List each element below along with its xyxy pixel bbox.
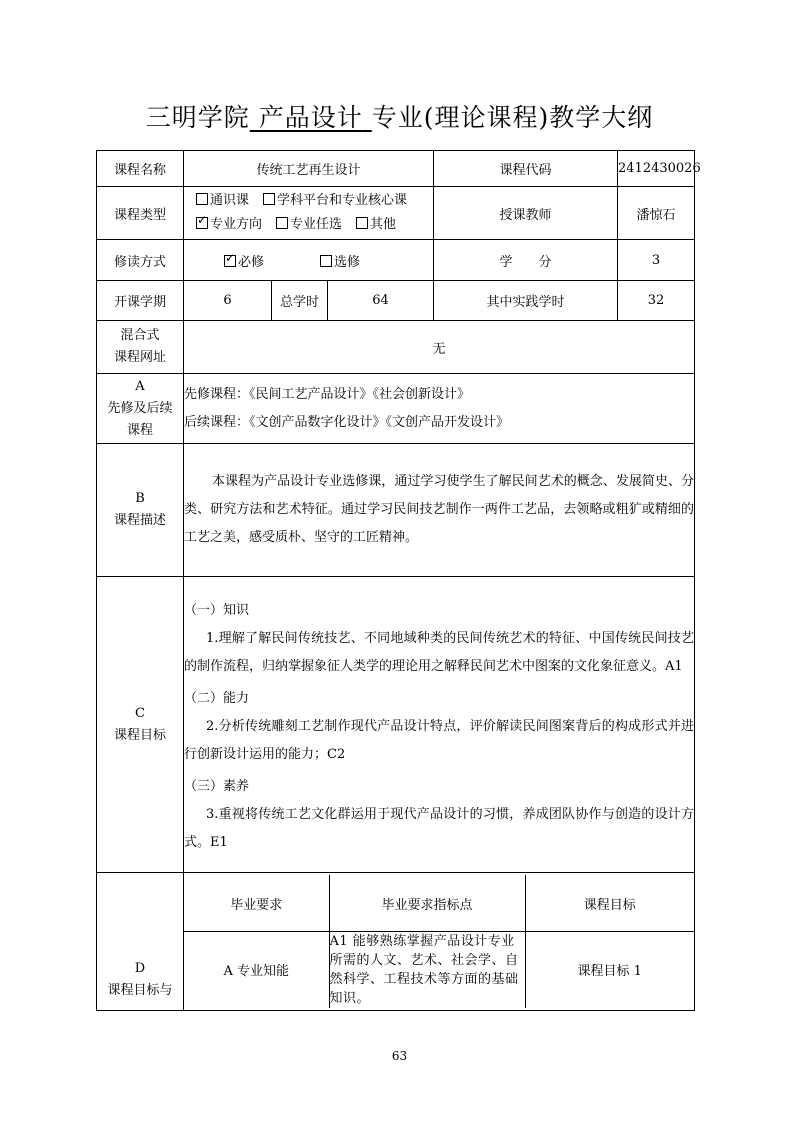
practice-hours-label: 其中实践学时 <box>434 281 618 321</box>
mapping-header-indicator: 毕业要求指标点 <box>329 875 525 931</box>
type-option-elective[interactable]: 专业任选 <box>276 213 342 237</box>
mapping-row <box>184 931 694 1008</box>
goal-knowledge-text: 1.理解了解民间传统技艺、不同地域种类的民间传统艺术的特征、中国传统民间技艺的制作流程，归纳掌握象征人类学的理论用之解释民间艺术中图案的文化象征意义。A1 <box>184 630 695 674</box>
checkbox-icon <box>263 193 275 205</box>
course-type-label: 课程类型 <box>97 187 184 240</box>
description-label: B 课程描述 <box>97 444 184 577</box>
checked-checkbox-icon <box>224 255 236 267</box>
mapping-header-goal: 课程目标 <box>525 875 694 931</box>
mapping-goal: 课程目标 1 <box>525 931 694 1008</box>
type-option-other[interactable]: 其他 <box>356 213 396 237</box>
row-semester <box>97 281 695 321</box>
goal-heading-literacy: （三）素养 <box>184 778 250 794</box>
course-code-label: 课程代码 <box>434 151 618 187</box>
semester: 6 <box>184 281 272 321</box>
row-course-type <box>97 187 695 240</box>
row-blended <box>97 321 695 374</box>
checked-checkbox-icon <box>196 217 208 229</box>
study-mode-options <box>184 240 434 281</box>
mapping-requirement: A 专业知能 <box>184 931 329 1008</box>
credit: 3 <box>618 240 695 281</box>
page-number: 63 <box>391 1049 408 1063</box>
prereq-cell <box>184 374 695 444</box>
study-mode-label: 修读方式 <box>97 240 184 281</box>
mode-option-required[interactable]: ✓ 必修 <box>224 251 264 270</box>
mapping-cell <box>184 873 695 1011</box>
practice-hours: 32 <box>618 281 695 321</box>
teacher-label: 授课教师 <box>434 187 618 240</box>
mapping-label: D 课程目标与 <box>97 873 184 1011</box>
goals-cell <box>184 577 695 873</box>
row-prereq <box>97 374 695 444</box>
mapping-header-row <box>184 875 694 931</box>
row-study-mode <box>97 240 695 281</box>
course-name: 传统工艺再生设计 <box>184 151 434 187</box>
description-cell <box>184 444 695 577</box>
course-type-options <box>184 187 434 240</box>
goal-heading-ability: （二）能力 <box>184 690 250 706</box>
checkbox-icon <box>320 255 332 267</box>
goal-ability-text: 2.分析传统雕刻工艺制作现代产品设计特点，评价解读民间图案背后的构成形式并进行创新设计运用的能力；C2 <box>184 718 695 762</box>
prereq-label: A 先修及后续 课程 <box>97 374 184 444</box>
teacher: 潘惊石 <box>618 187 695 240</box>
credit-label: 学 分 <box>434 240 618 281</box>
course-code: 2412430026 <box>618 151 695 187</box>
checkbox-icon <box>196 193 208 205</box>
course-name-label: 课程名称 <box>97 151 184 187</box>
mapping-table <box>184 875 694 1008</box>
goal-literacy-text: 3.重视将传统工艺文化群运用于现代产品设计的习惯，养成团队协作与创造的设计方式。E1 <box>184 806 695 850</box>
row-goals <box>97 577 695 873</box>
title-major: 产品设计 <box>258 103 363 132</box>
followup-courses: 后续课程：《文创产品数字化设计》《文创产品开发设计》 <box>184 414 510 430</box>
row-course-name <box>97 151 695 187</box>
semester-label: 开课学期 <box>97 281 184 321</box>
type-option-core[interactable]: 学科平台和专业核心课 <box>263 189 407 213</box>
type-option-direction[interactable]: ✓专业方向 <box>196 213 262 237</box>
row-description <box>97 444 695 577</box>
blended-value: 无 <box>184 321 695 374</box>
syllabus-table <box>96 150 701 1011</box>
mapping-indicator: A1 能够熟练掌握产品设计专业所需的人文、艺术、社会学、自然科学、工程技术等方面的基础知识。 <box>329 931 525 1008</box>
prereq-courses: 先修课程：《民间工艺产品设计》《社会创新设计》 <box>184 386 471 402</box>
blended-label: 混合式 课程网址 <box>97 321 184 374</box>
row-goal-mapping <box>97 873 695 1011</box>
total-hours-label: 总学时 <box>272 281 328 321</box>
checkbox-icon <box>276 217 288 229</box>
total-hours: 64 <box>328 281 434 321</box>
goals-label: C 课程目标 <box>97 577 184 873</box>
type-option-general[interactable]: 通识课 <box>196 189 249 213</box>
goal-heading-knowledge: （一）知识 <box>184 602 250 618</box>
mode-option-elective[interactable]: 选修 <box>320 251 360 270</box>
page-title: 三明学院 产品设计 专业(理论课程)教学大纲 <box>145 103 654 132</box>
checkbox-icon <box>356 217 368 229</box>
mapping-header-requirement: 毕业要求 <box>184 875 329 931</box>
description-text: 本课程为产品设计专业选修课，通过学习使学生了解民间艺术的概念、发展简史、分类、研究方法和艺术特征。通过学习民间技艺制作一两件工艺品，去领略或粗犷或精细的工艺之美，感受质朴、坚守的工匠精神。 <box>184 474 695 545</box>
